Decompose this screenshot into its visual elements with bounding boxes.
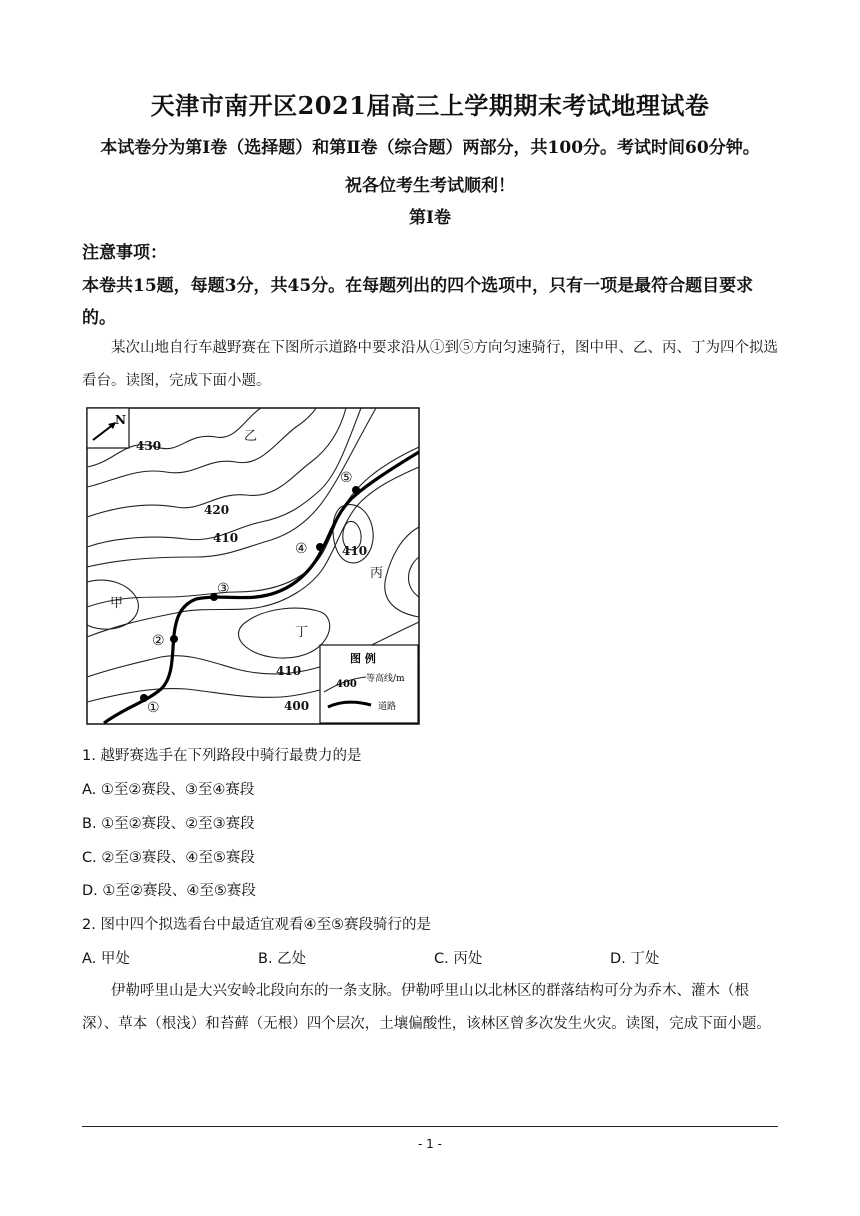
exam-subtitle: 本试卷分为第Ⅰ卷（选择题）和第Ⅱ卷（综合题）两部分，共100分。考试时间60分钟。: [100, 138, 760, 158]
exam-title: 天津市南开区2021届高三上学期期末考试地理试卷: [150, 91, 710, 120]
legend-road-label: 道路: [378, 702, 397, 712]
place-bing: 丙: [370, 566, 384, 581]
question-1-option-d[interactable]: D. ①至②赛段、④至⑤赛段: [82, 883, 256, 899]
question-1-stem: 1. 越野赛选手在下列路段中骑行最费力的是: [82, 748, 362, 764]
question-2-stem: 2. 图中四个拟选看台中最适宜观看④至⑤赛段骑行的是: [82, 917, 431, 933]
place-ding: 丁: [295, 625, 309, 640]
part-heading: 第Ⅰ卷: [409, 208, 451, 228]
question-1-option-c[interactable]: C. ②至③赛段、④至⑤赛段: [82, 850, 255, 866]
point-label: ④: [295, 541, 308, 557]
point-4-dot: [316, 543, 324, 551]
notice-body: 本卷共15题，每题3分，共45分。在每题列出的四个选项中，只有一项是最符合题目要求的。: [82, 276, 754, 328]
question-2-option-c[interactable]: C. 丙处: [434, 951, 483, 967]
passage-intro-2: 伊勒呼里山是大兴安岭北段向东的一条支脉。伊勒呼里山以北林区的群落结构可分为乔木、灌木（根深）、草本（根浅）和苔藓（无根）四个层次，土壤偏酸性，该林区曾多次发生火灾。读图，完成下面小题。: [82, 983, 771, 1032]
contour-label: 400: [284, 699, 310, 713]
contour-label: 430: [136, 439, 162, 453]
point-5-dot: [352, 486, 360, 494]
point-label: ②: [152, 633, 165, 649]
legend-title: 图 例: [350, 652, 376, 665]
north-label: N: [115, 413, 126, 427]
place-jia: 甲: [110, 596, 124, 611]
contour-label: 410: [276, 664, 302, 678]
map-legend: [320, 645, 418, 723]
contour-label: 410: [342, 544, 368, 558]
question-2-option-a[interactable]: A. 甲处: [82, 951, 130, 967]
legend-contour-value: 400: [336, 679, 357, 690]
place-yi: 乙: [244, 429, 258, 444]
point-label: ①: [147, 700, 160, 716]
contour-map: [86, 407, 420, 725]
contour-label: 410: [213, 531, 239, 545]
exam-blessing: 祝各位考生考试顺利！: [345, 176, 515, 196]
question-1-option-a[interactable]: A. ①至②赛段、③至④赛段: [82, 782, 255, 798]
point-label: ⑤: [340, 470, 353, 486]
point-2-dot: [170, 635, 178, 643]
notice-heading: 注意事项：: [82, 243, 167, 263]
passage-intro-1: 某次山地自行车越野赛在下图所示道路中要求沿从①到⑤方向匀速骑行，图中甲、乙、丙、丁为四个拟选看台。读图，完成下面小题。: [82, 340, 778, 389]
point-label: ③: [217, 581, 230, 597]
contour-label: 420: [204, 503, 230, 517]
page-number: - 1 -: [418, 1137, 442, 1151]
legend-contour-label: 等高线/m: [366, 674, 405, 684]
question-1-option-b[interactable]: B. ①至②赛段、②至③赛段: [82, 816, 255, 832]
footer-divider: [82, 1126, 778, 1127]
question-2-option-b[interactable]: B. 乙处: [258, 951, 307, 967]
question-2-option-d[interactable]: D. 丁处: [610, 951, 660, 967]
contour-map-figure: [86, 407, 420, 729]
